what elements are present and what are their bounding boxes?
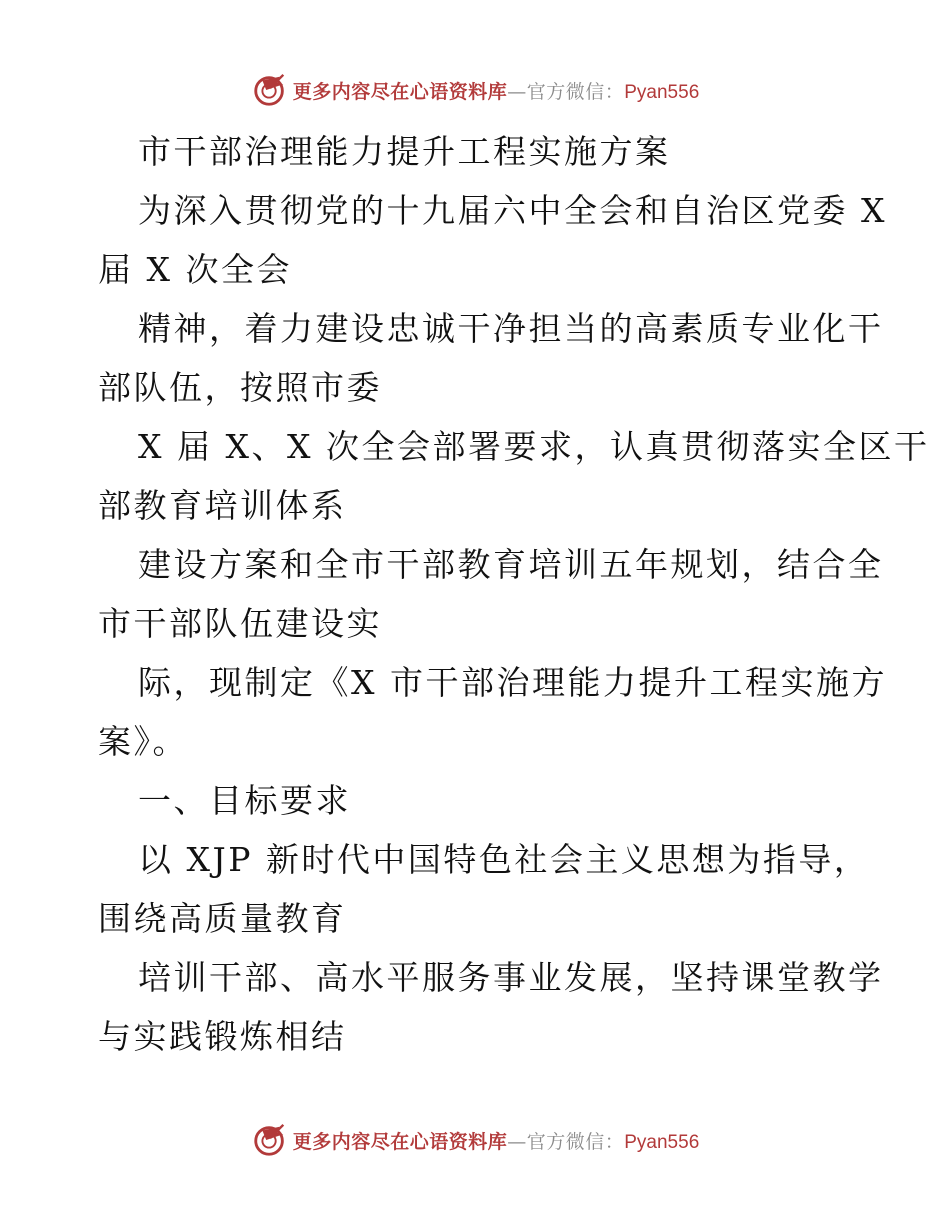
watermark-wechat-id: Pyan556 (624, 1131, 700, 1153)
section-heading: 一、目标要求 (138, 781, 351, 820)
paragraph-line: 为深入贯彻党的十九届六中全会和自治区党委 X (138, 191, 887, 230)
paragraph-line: 部队伍，按照市委 (98, 368, 382, 407)
paragraph-line: 与实践锻炼相结 (98, 1017, 347, 1056)
paragraph-line: 市干部队伍建设实 (98, 604, 382, 643)
paragraph-line: 以 XJP 新时代中国特色社会主义思想为指导， (138, 840, 870, 879)
paragraph-line: 案》。 (98, 722, 188, 761)
paragraph-line: 际，现制定《X 市干部治理能力提升工程实施方 (138, 663, 887, 702)
paragraph-line: 建设方案和全市干部教育培训五年规划，结合全 (138, 545, 884, 584)
watermark-site-name: 更多内容尽在心语资料库 (292, 1130, 508, 1153)
watermark-wechat-id: Pyan556 (624, 81, 700, 103)
header-watermark (0, 70, 950, 110)
brand-logo-icon (251, 1121, 289, 1159)
watermark-site-name: 更多内容尽在心语资料库 (292, 80, 508, 103)
paragraph-line: 届 X 次全会 (98, 250, 292, 289)
watermark-wechat-label: —官方微信： (507, 80, 625, 103)
paragraph-line: 围绕高质量教育 (98, 899, 347, 938)
paragraph-line: X 届 X、X 次全会部署要求，认真贯彻落实全区干 (138, 427, 930, 466)
brand-logo-icon (251, 71, 289, 109)
paragraph-line: 培训干部、高水平服务事业发展，坚持课堂教学 (138, 958, 884, 997)
paragraph-line: 精神，着力建设忠诚干净担当的高素质专业化干 (138, 309, 884, 348)
document-body (98, 122, 930, 1066)
footer-watermark (0, 1120, 950, 1160)
paragraph-line: 部教育培训体系 (98, 486, 347, 525)
document-title: 市干部治理能力提升工程实施方案 (138, 132, 671, 171)
watermark-wechat-label: —官方微信： (507, 1130, 625, 1153)
